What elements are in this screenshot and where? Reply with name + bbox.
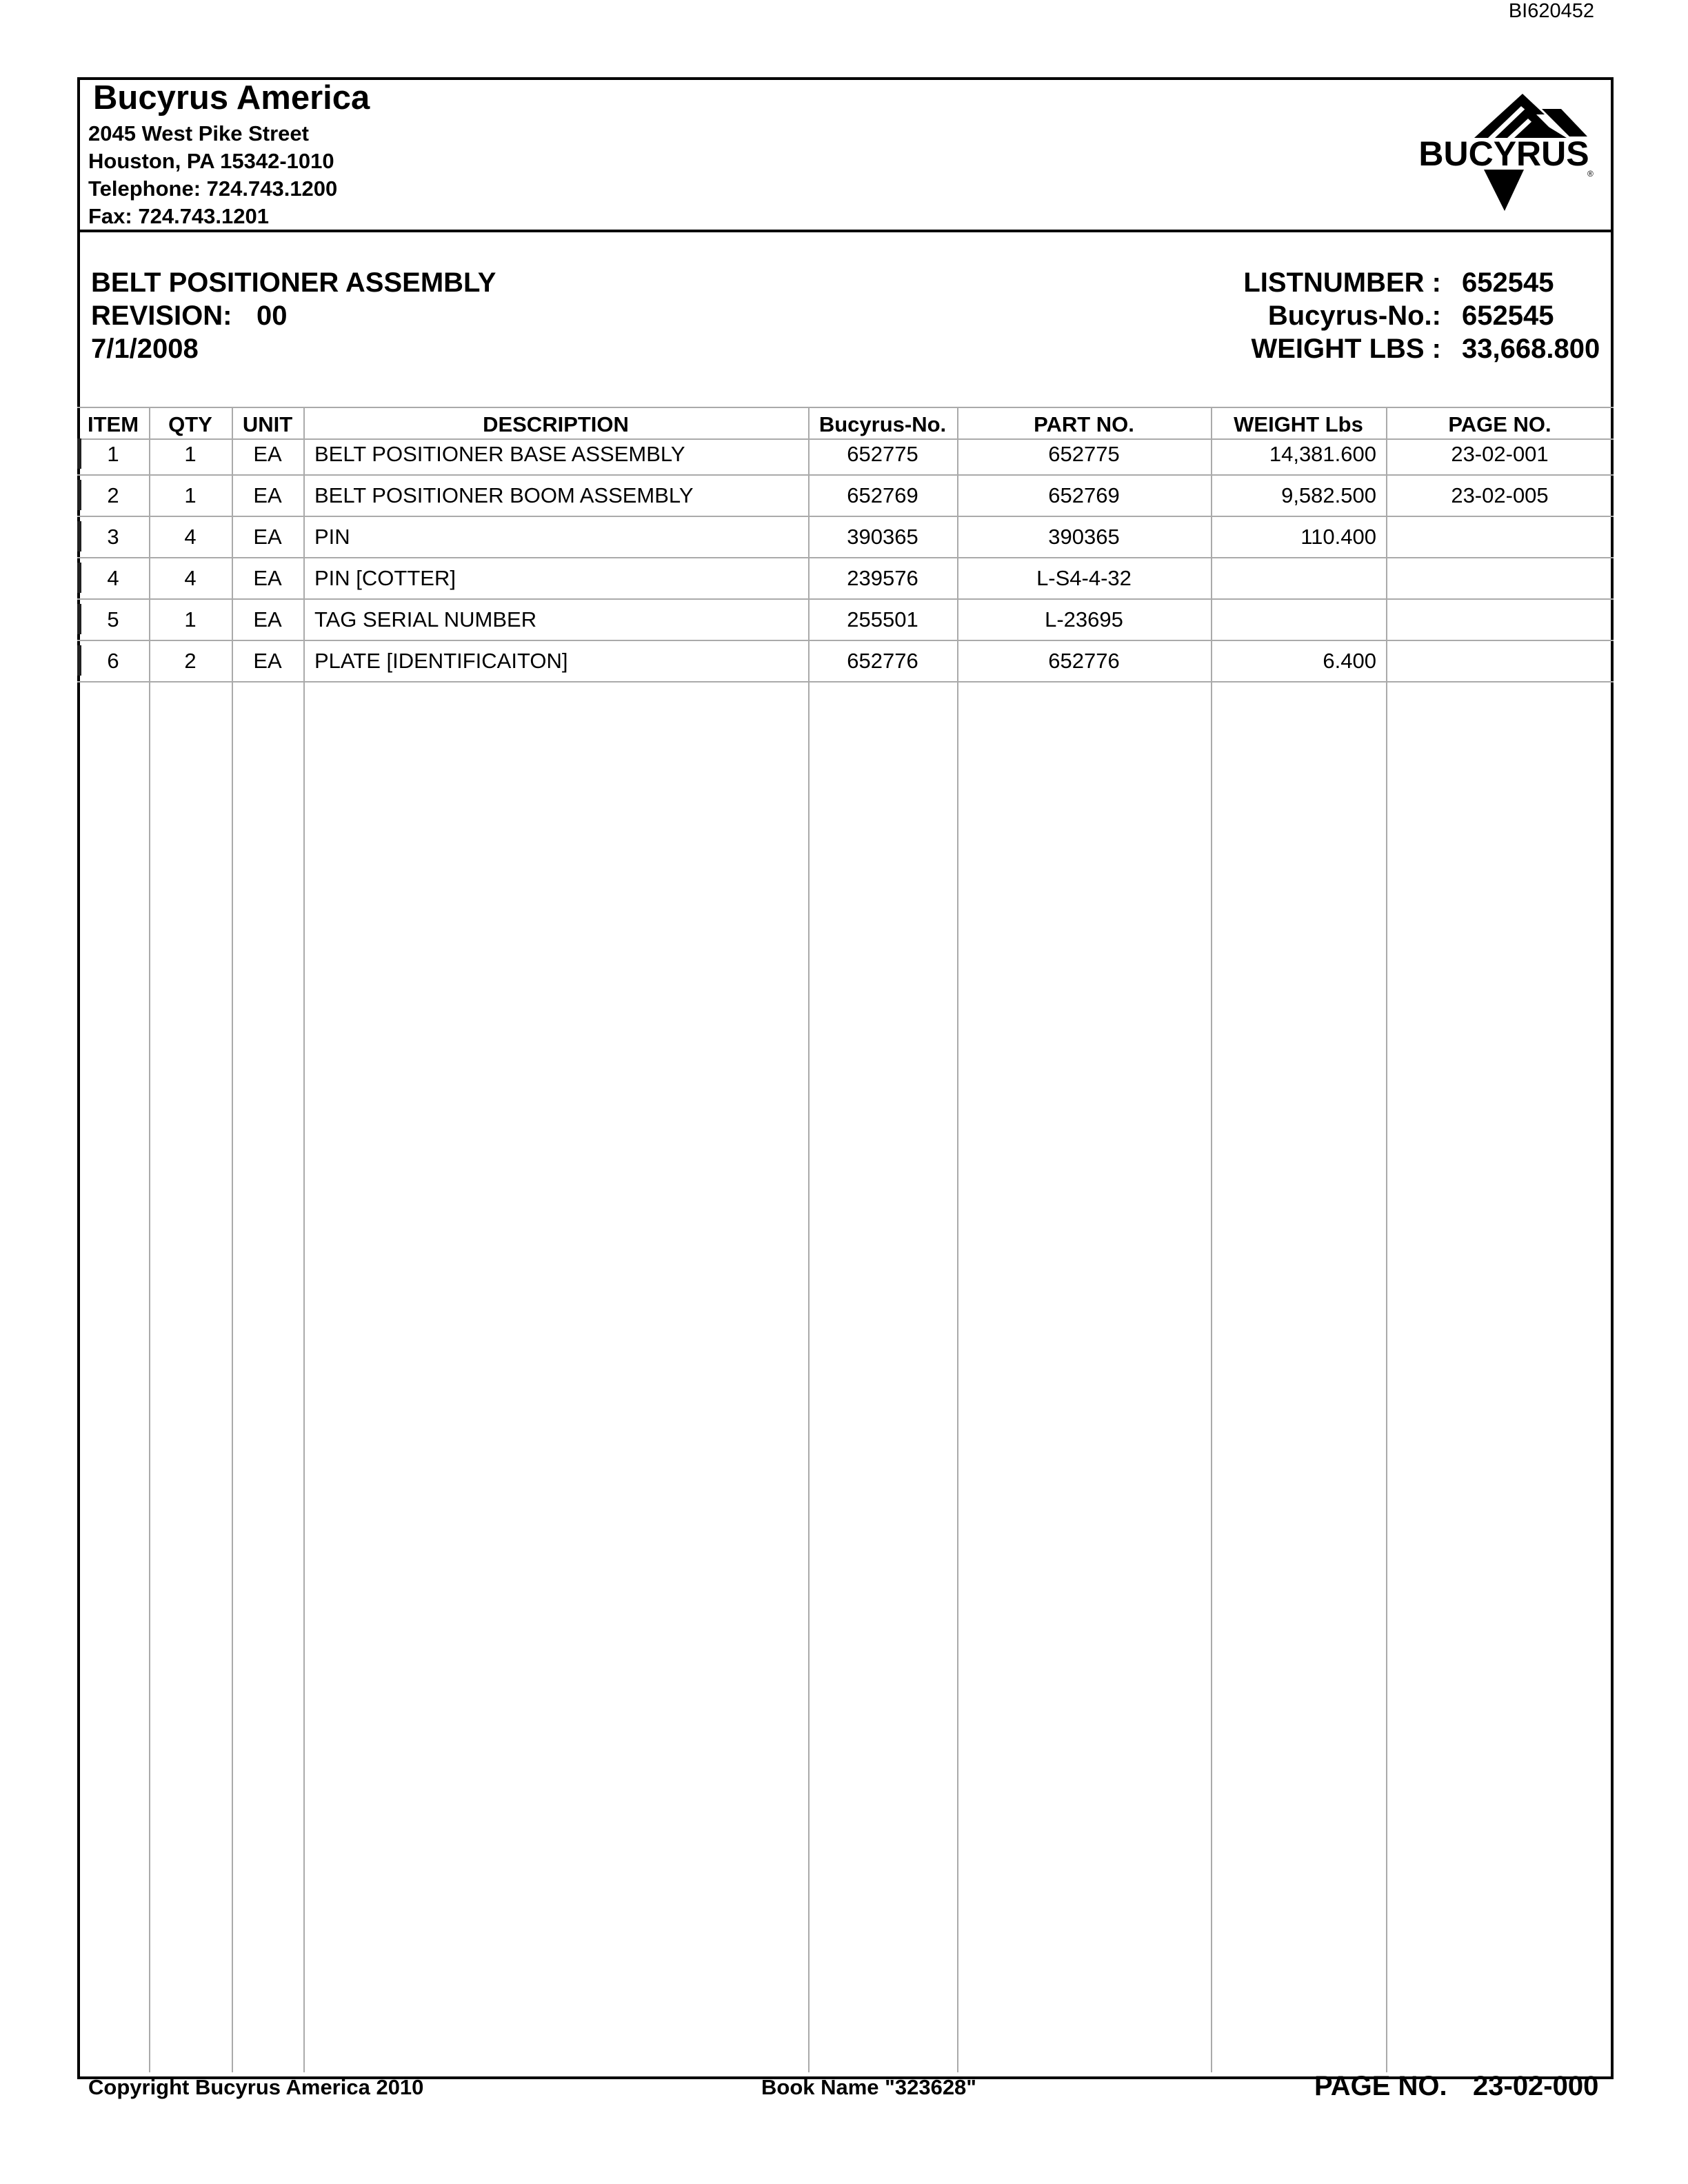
- cell-bucyrus-no: 652769: [847, 483, 918, 507]
- cell-bucyrus-no: 390365: [847, 525, 918, 549]
- company-name: Bucyrus America: [93, 79, 370, 117]
- cell-item: 2: [107, 483, 119, 507]
- cell-qty: 1: [184, 607, 197, 631]
- svg-text:®: ®: [1587, 169, 1594, 179]
- bucyrus-no-label: Bucyrus-No.:: [1267, 301, 1441, 331]
- cell-page-no: [1386, 600, 1614, 640]
- cell-page-no: 23-02-001: [1451, 442, 1549, 466]
- weight-label: WEIGHT LBS :: [1251, 334, 1441, 364]
- cell-item: 6: [107, 649, 119, 673]
- cell-weight: 14,381.600: [1269, 442, 1376, 466]
- cell-page-no: [1386, 517, 1614, 557]
- cell-item: 5: [107, 607, 119, 631]
- logo-wordmark: BUCYRUS: [1418, 134, 1589, 173]
- cell-unit: EA: [253, 566, 282, 590]
- cell-unit: EA: [253, 607, 282, 631]
- table-top-line: [77, 407, 1614, 408]
- cell-bucyrus-no: 652775: [847, 442, 918, 466]
- col-header-weight: WEIGHT Lbs: [1234, 412, 1363, 436]
- assembly-title: BELT POSITIONER ASSEMBLY: [91, 267, 496, 298]
- cell-page-no: [1386, 641, 1614, 681]
- col-header-unit: UNIT: [242, 412, 293, 436]
- cell-weight: 9,582.500: [1281, 483, 1376, 507]
- cell-unit: EA: [253, 525, 282, 549]
- bucyrus-logo: [1407, 94, 1601, 218]
- document-id: BI620452: [1508, 0, 1594, 22]
- col-header-qty: QTY: [168, 412, 212, 436]
- cell-qty: 2: [184, 649, 197, 673]
- cell-page-no: 23-02-005: [1451, 483, 1549, 507]
- cell-part-no: 652769: [1048, 483, 1120, 507]
- cell-part-no: 390365: [1048, 525, 1120, 549]
- footer-page-label: PAGE NO.: [1314, 2071, 1447, 2101]
- bucyrus-no-value: 652545: [1462, 301, 1554, 331]
- footer-page-value: 23-02-000: [1473, 2071, 1599, 2101]
- document-date: 7/1/2008: [91, 334, 199, 364]
- cell-unit: EA: [253, 649, 282, 673]
- cell-bucyrus-no: 255501: [847, 607, 918, 631]
- cell-description: PLATE [IDENTIFICAITON]: [314, 649, 568, 673]
- col-header-item: ITEM: [87, 412, 139, 436]
- weight-value: 33,668.800: [1462, 334, 1600, 364]
- cell-description: TAG SERIAL NUMBER: [314, 607, 537, 631]
- cell-weight: [1211, 558, 1376, 598]
- cell-weight: 110.400: [1300, 525, 1376, 549]
- footer-book-name: Book Name "323628": [761, 2075, 976, 2099]
- cell-page-no: [1386, 558, 1614, 598]
- cell-item: 3: [107, 525, 119, 549]
- cell-qty: 4: [184, 566, 197, 590]
- cell-description: BELT POSITIONER BOOM ASSEMBLY: [314, 483, 694, 507]
- listnumber-value: 652545: [1462, 267, 1554, 298]
- col-header-page-no: PAGE NO.: [1448, 412, 1551, 436]
- revision-value: 00: [257, 301, 288, 331]
- cell-unit: EA: [253, 483, 282, 507]
- cell-bucyrus-no: 652776: [847, 649, 918, 673]
- company-address-line1: 2045 West Pike Street: [88, 121, 309, 145]
- cell-item: 1: [107, 442, 119, 466]
- row-line: [77, 681, 1614, 682]
- cell-part-no: 652775: [1048, 442, 1120, 466]
- cell-item: 4: [107, 566, 119, 590]
- cell-qty: 4: [184, 525, 197, 549]
- cell-part-no: L-23695: [1045, 607, 1123, 631]
- footer-copyright: Copyright Bucyrus America 2010: [88, 2075, 424, 2099]
- header-divider: [77, 230, 1614, 232]
- cell-weight: 6.400: [1323, 649, 1376, 673]
- cell-bucyrus-no: 239576: [847, 566, 918, 590]
- cell-part-no: L-S4-4-32: [1036, 566, 1132, 590]
- cell-unit: EA: [253, 442, 282, 466]
- revision-label: REVISION:: [91, 301, 232, 331]
- cell-qty: 1: [184, 442, 197, 466]
- company-telephone: Telephone: 724.743.1200: [88, 176, 338, 201]
- col-divider: [303, 408, 305, 2072]
- cell-qty: 1: [184, 483, 197, 507]
- cell-description: PIN: [314, 525, 350, 549]
- cell-weight: [1211, 600, 1376, 640]
- cell-description: BELT POSITIONER BASE ASSEMBLY: [314, 442, 685, 466]
- cell-description: PIN [COTTER]: [314, 566, 456, 590]
- listnumber-label: LISTNUMBER :: [1243, 267, 1441, 298]
- company-fax: Fax: 724.743.1201: [88, 204, 269, 228]
- cell-part-no: 652776: [1048, 649, 1120, 673]
- col-header-part-no: PART NO.: [1034, 412, 1134, 436]
- col-header-description: DESCRIPTION: [483, 412, 629, 436]
- page-frame: [77, 77, 1614, 2079]
- col-header-bucyrus-no: Bucyrus-No.: [818, 412, 947, 436]
- company-address-line2: Houston, PA 15342-1010: [88, 149, 334, 173]
